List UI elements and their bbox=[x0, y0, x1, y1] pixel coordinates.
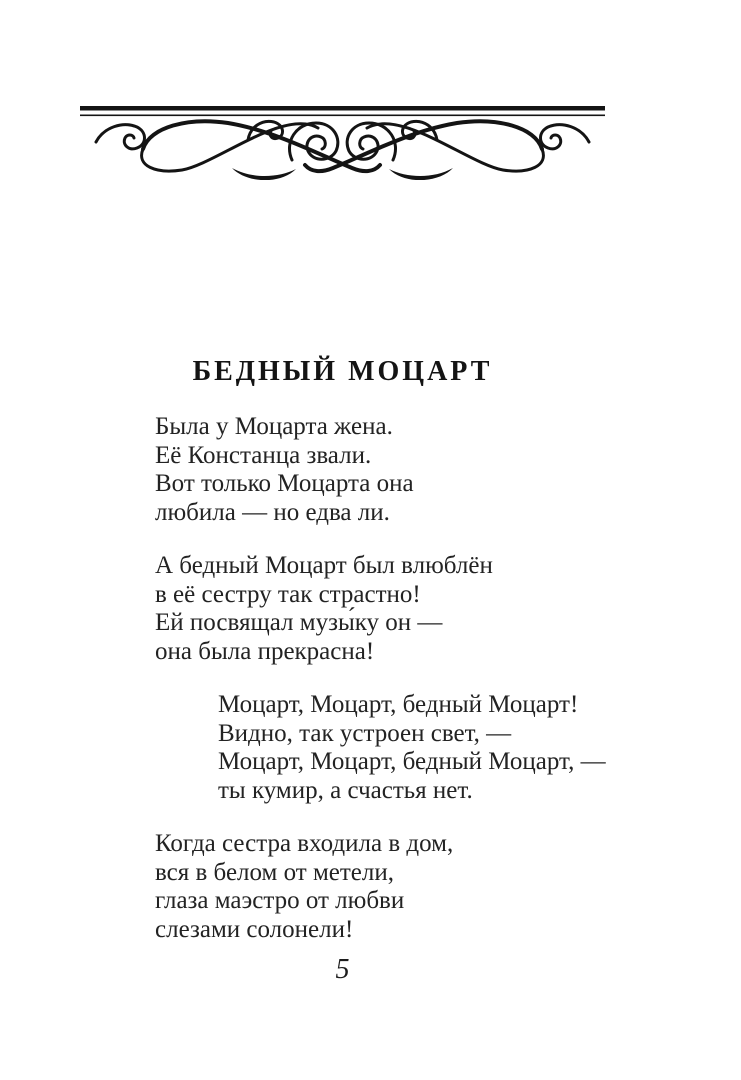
rule-thick bbox=[80, 106, 605, 111]
poem-line: Ей посвящал музы́ку он — bbox=[155, 609, 443, 636]
poem-line: Моцарт, Моцарт, бедный Моцарт, — bbox=[218, 748, 606, 775]
poem-body bbox=[155, 413, 606, 969]
poem-stanza bbox=[155, 830, 606, 944]
poem-line: вся в белом от метели, bbox=[155, 858, 395, 886]
poem-line: Когда сестра входила в дом, bbox=[155, 830, 454, 857]
poem-stanza bbox=[155, 413, 606, 527]
poem-line: Моцарт, Моцарт, бедный Моцарт! bbox=[218, 691, 579, 718]
flourish-icon bbox=[80, 106, 605, 180]
poem-line: слезами солонели! bbox=[155, 915, 354, 943]
poem-title: БЕДНЫЙ МОЦАРТ bbox=[192, 356, 493, 387]
poem-stanza-refrain bbox=[218, 691, 606, 805]
rule-thin bbox=[80, 115, 605, 117]
poem-line: Была у Моцарта жена. bbox=[155, 413, 393, 440]
poem-line: она была прекрасна! bbox=[155, 637, 375, 665]
header-ornament bbox=[80, 106, 605, 180]
poem-line: А бедный Моцарт был влюблён bbox=[155, 552, 493, 579]
poem-line: ты кумир, а счастья нет. bbox=[218, 776, 473, 804]
poem-stanza bbox=[155, 552, 606, 666]
poem-line: Её Констанца звали. bbox=[155, 441, 372, 469]
poem-line: в её сестру так страстно! bbox=[155, 580, 421, 608]
poem-line: Видно, так устроен свет, — bbox=[218, 719, 512, 747]
poem-line: Вот только Моцарта она bbox=[155, 470, 414, 497]
poem-line: любила — но едва ли. bbox=[155, 498, 390, 526]
poem-line: глаза маэстро от любви bbox=[155, 887, 405, 914]
page-number: 5 bbox=[335, 954, 350, 985]
